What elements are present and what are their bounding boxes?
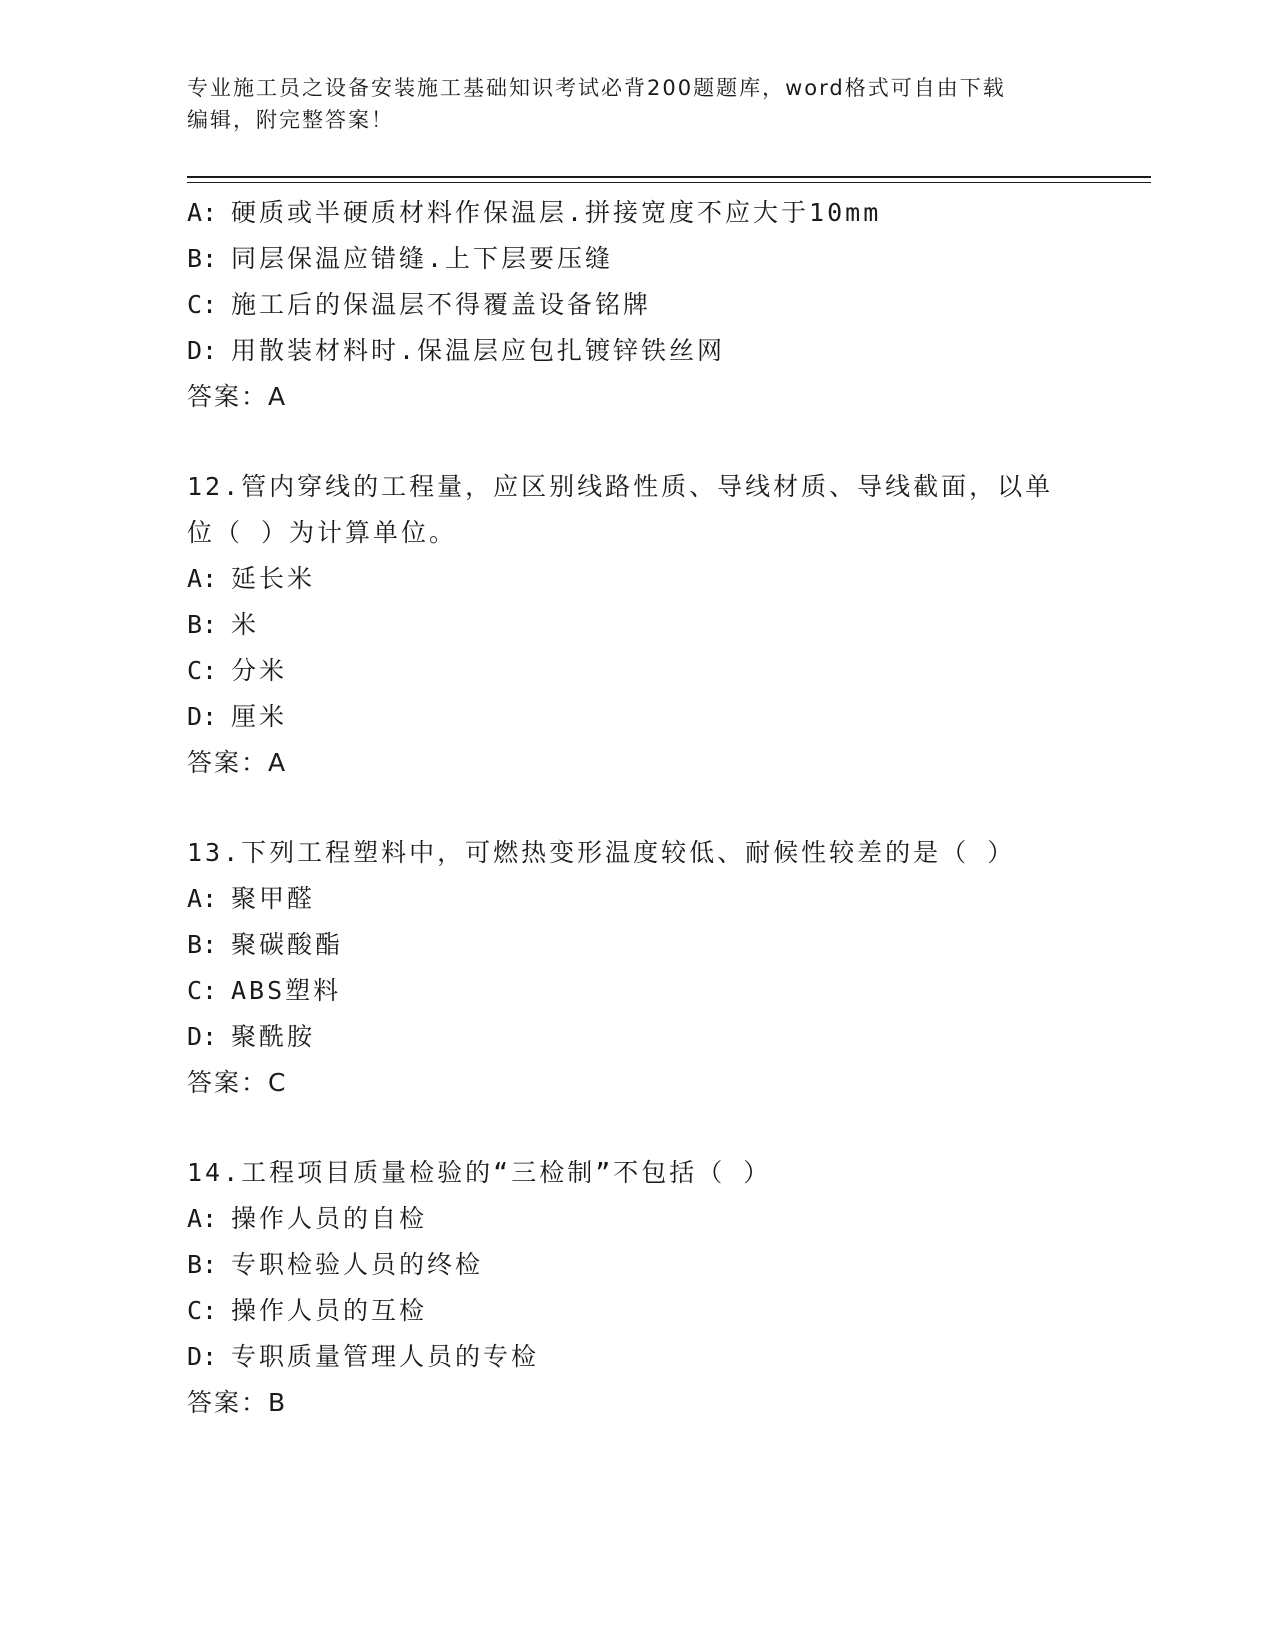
option-label: C: (187, 290, 218, 319)
question-12 (187, 464, 1087, 786)
header-line-2: 编辑，附完整答案！ (187, 108, 394, 132)
option-label: D: (187, 1022, 218, 1051)
option-b (187, 602, 1087, 648)
option-text: 厘米 (231, 702, 288, 731)
option-a (187, 1196, 1087, 1242)
option-text: 同层保温应错缝.上下层要压缝 (231, 244, 614, 273)
header-line-1: 专业施工员之设备安装施工基础知识考试必背200题题库，word格式可自由下载 (187, 76, 1006, 100)
option-b (187, 1242, 1087, 1288)
option-label: C: (187, 656, 218, 685)
option-label: B: (187, 610, 218, 639)
option-c (187, 648, 1087, 694)
option-text: 专职质量管理人员的专检 (231, 1342, 540, 1371)
option-label: A: (187, 1204, 218, 1233)
option-text: 分米 (231, 656, 288, 685)
option-text: 操作人员的自检 (231, 1204, 428, 1233)
option-text: 专职检验人员的终检 (231, 1250, 484, 1279)
option-c (187, 282, 1087, 328)
header-divider-thin (187, 182, 1151, 183)
option-c (187, 968, 1087, 1014)
question-stem: 13.下列工程塑料中，可燃热变形温度较低、耐候性较差的是（ ） (187, 838, 1016, 867)
option-text: 施工后的保温层不得覆盖设备铭牌 (231, 290, 652, 319)
answer: 答案：A (187, 382, 288, 411)
document-header (187, 72, 1067, 136)
option-text: 聚甲醛 (231, 884, 316, 913)
option-label: B: (187, 1250, 218, 1279)
spacer (187, 786, 1087, 830)
option-label: A: (187, 198, 218, 227)
spacer (187, 1106, 1087, 1150)
option-b (187, 922, 1087, 968)
option-a (187, 876, 1087, 922)
option-c (187, 1288, 1087, 1334)
option-label: C: (187, 976, 218, 1005)
option-label: B: (187, 244, 218, 273)
answer: 答案：C (187, 1068, 288, 1097)
option-label: A: (187, 884, 218, 913)
option-text: ABS塑料 (231, 976, 342, 1005)
option-label: D: (187, 336, 218, 365)
question-11 (187, 190, 1087, 420)
option-d (187, 1014, 1087, 1060)
question-stem: 12.管内穿线的工程量，应区别线路性质、导线材质、导线截面，以单 (187, 472, 1054, 501)
question-stem-continued: 位（ ）为计算单位。 (187, 518, 458, 547)
option-text: 延长米 (231, 564, 316, 593)
option-label: D: (187, 702, 218, 731)
question-stem: 14.工程项目质量检验的“三检制”不包括（ ） (187, 1158, 772, 1187)
answer: 答案：A (187, 748, 288, 777)
option-text: 操作人员的互检 (231, 1296, 428, 1325)
option-d (187, 1334, 1087, 1380)
option-d (187, 694, 1087, 740)
option-text: 聚酰胺 (231, 1022, 316, 1051)
option-b (187, 236, 1087, 282)
question-13 (187, 830, 1087, 1106)
option-label: D: (187, 1342, 218, 1371)
option-a (187, 190, 1087, 236)
option-text: 硬质或半硬质材料作保温层.拼接宽度不应大于10mm (231, 198, 882, 227)
option-label: A: (187, 564, 218, 593)
option-text: 聚碳酸酯 (231, 930, 344, 959)
option-text: 米 (231, 610, 260, 639)
question-14 (187, 1150, 1087, 1426)
option-label: B: (187, 930, 218, 959)
option-d (187, 328, 1087, 374)
header-divider-thick (187, 176, 1151, 178)
answer: 答案：B (187, 1388, 288, 1417)
document-body (187, 190, 1087, 1426)
option-text: 用散装材料时.保温层应包扎镀锌铁丝网 (231, 336, 726, 365)
option-a (187, 556, 1087, 602)
option-label: C: (187, 1296, 218, 1325)
spacer (187, 420, 1087, 464)
